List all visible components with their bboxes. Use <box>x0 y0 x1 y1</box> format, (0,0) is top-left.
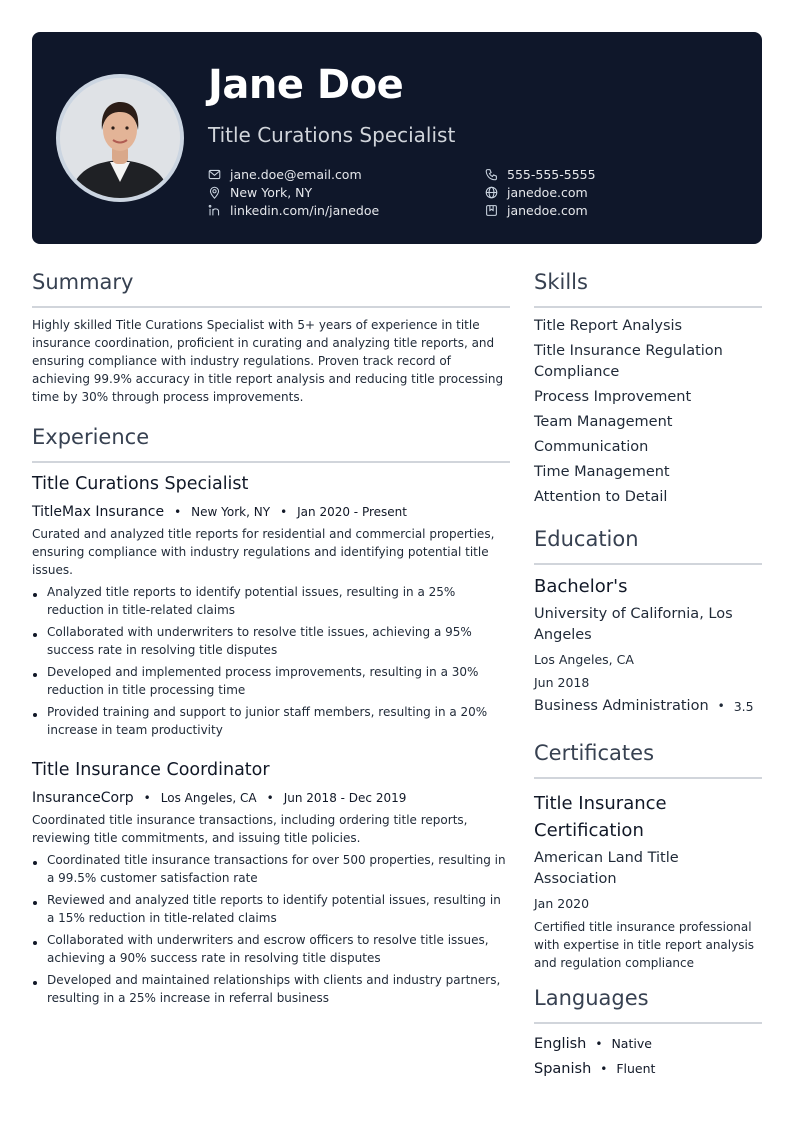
job-location: Los Angeles, CA <box>160 791 257 805</box>
globe-icon <box>485 186 498 199</box>
job-meta <box>32 787 510 809</box>
language-level: Native <box>611 1036 652 1051</box>
bookmark-icon <box>485 204 498 217</box>
contact-location-text: New York, NY <box>230 184 313 200</box>
skill-item: Team Management <box>534 414 673 430</box>
location-pin-icon <box>208 186 221 199</box>
separator-dot: • <box>174 505 182 519</box>
experience-divider <box>32 461 510 463</box>
contact-email-text: jane.doe@email.com <box>230 166 362 182</box>
profile-photo <box>60 78 180 198</box>
achievement-item: Collaborated with underwriters and escrow officers to resolve title issues, achieving a 90% success rate in resolving title disputes <box>32 931 510 967</box>
certificates-heading: Certificates <box>534 741 655 765</box>
separator-dot: • <box>280 505 288 519</box>
education-divider <box>534 563 762 565</box>
graduation-date: Jun 2018 <box>534 675 590 690</box>
avatar <box>56 74 184 202</box>
achievement-item: Developed and maintained relationships with clients and industry partners, resulting in a 25% increase in referral business <box>32 971 510 1007</box>
skill-item: Title Report Analysis <box>534 318 683 334</box>
language-name: English <box>534 1035 587 1052</box>
certificate-name: Title Insurance Certification <box>534 793 667 841</box>
separator-dot: • <box>266 791 274 805</box>
language-name: Spanish <box>534 1060 592 1077</box>
contact-linkedin-text: linkedin.com/in/janedoe <box>230 202 380 218</box>
summary-text: Highly skilled Title Curations Specialist with 5+ years of experience in title insurance coordination, proficient in curating and analyzing title reports, and ensuring compliance with industry regulations. Proven track record of achieving 99.9% accuracy in title report analysis and reducing title processing time by 30% through process improvements. <box>32 318 504 404</box>
education-heading: Education <box>534 527 639 551</box>
certificate-entry <box>534 790 762 972</box>
skill-item: Process Improvement <box>534 389 692 405</box>
degree: Bachelor's <box>534 576 628 597</box>
job-title: Title Curations Specialist <box>32 474 249 494</box>
major: Business Administration <box>534 698 709 714</box>
job-description: Coordinated title insurance transactions, including ordering title reports, reviewing title commitments, and issuing title policies. <box>32 813 468 845</box>
job-title: Title Insurance Coordinator <box>32 760 270 780</box>
resume-header <box>32 32 762 244</box>
certificate-description: Certified title insurance professional with expertise in title report analysis and regulation compliance <box>534 920 755 970</box>
separator-dot: • <box>143 791 151 805</box>
mail-icon <box>208 168 221 181</box>
contact-location <box>208 183 312 201</box>
contact-phone-text: 555-555-5555 <box>507 166 596 182</box>
languages-divider <box>534 1022 762 1024</box>
contact-website[interactable] <box>485 183 588 201</box>
major-row <box>534 698 762 714</box>
language-level: Fluent <box>616 1061 656 1076</box>
job-meta <box>32 501 510 523</box>
certificate-issuer: American Land Title Association <box>534 850 679 887</box>
job-description: Curated and analyzed title reports for residential and commercial properties, ensuring compliance with industry regulations and identifying potential title issues. <box>32 527 495 577</box>
languages-list <box>534 1033 762 1083</box>
achievement-item: Collaborated with underwriters to resolve title issues, achieving a 95% success rate in resolving title disputes <box>32 623 510 659</box>
achievement-item: Reviewed and analyzed title reports to identify potential issues, resulting in a 15% reduction in title-related claims <box>32 891 510 927</box>
certificates-divider <box>534 777 762 779</box>
linkedin-icon <box>208 204 221 217</box>
candidate-name: Jane Doe <box>208 62 404 108</box>
school-location: Los Angeles, CA <box>534 652 634 667</box>
achievement-item: Developed and implemented process improvements, resulting in a 30% reduction in title processing time <box>32 663 510 699</box>
summary-heading: Summary <box>32 270 134 294</box>
separator-dot: • <box>600 1061 608 1076</box>
job-achievements <box>32 851 510 1007</box>
separator-dot: • <box>595 1036 603 1051</box>
gpa: 3.5 <box>733 698 754 714</box>
skills-heading: Skills <box>534 270 588 294</box>
separator-dot: • <box>717 699 725 713</box>
school-name: University of California, Los Angeles <box>534 606 733 643</box>
skill-item: Communication <box>534 439 649 455</box>
skills-divider <box>534 306 762 308</box>
skill-item: Title Insurance Regulation Compliance <box>534 343 723 380</box>
experience-heading: Experience <box>32 425 150 449</box>
contact-portfolio-text: janedoe.com <box>507 202 588 218</box>
languages-heading: Languages <box>534 986 649 1010</box>
skills-list <box>534 316 762 512</box>
education-entry <box>534 576 762 714</box>
achievement-item: Analyzed title reports to identify potential issues, resulting in a 25% reduction in title-related claims <box>32 583 510 619</box>
language-item <box>534 1033 762 1054</box>
job-dates: Jan 2020 - Present <box>297 505 407 519</box>
skill-item: Attention to Detail <box>534 489 668 505</box>
phone-icon <box>485 168 498 181</box>
experience-entry <box>32 760 510 1011</box>
job-title-headline: Title Curations Specialist <box>208 123 456 147</box>
summary-divider <box>32 306 510 308</box>
contact-linkedin[interactable] <box>208 201 379 219</box>
skill-item: Time Management <box>534 464 670 480</box>
job-company: InsuranceCorp <box>32 790 134 806</box>
achievement-item: Coordinated title insurance transactions for over 500 properties, resulting in a 99.5% customer satisfaction rate <box>32 851 510 887</box>
contact-portfolio[interactable] <box>485 201 588 219</box>
experience-entry <box>32 474 510 743</box>
job-company: TitleMax Insurance <box>32 504 165 520</box>
job-dates: Jun 2018 - Dec 2019 <box>283 791 407 805</box>
language-item <box>534 1058 762 1079</box>
contact-website-text: janedoe.com <box>507 184 588 200</box>
job-location: New York, NY <box>191 505 271 519</box>
contact-phone[interactable] <box>485 165 596 183</box>
certificate-date: Jan 2020 <box>534 896 590 911</box>
contact-email[interactable] <box>208 165 362 183</box>
achievement-item: Provided training and support to junior staff members, resulting in a 20% increase in team productivity <box>32 703 510 739</box>
job-achievements <box>32 583 510 739</box>
